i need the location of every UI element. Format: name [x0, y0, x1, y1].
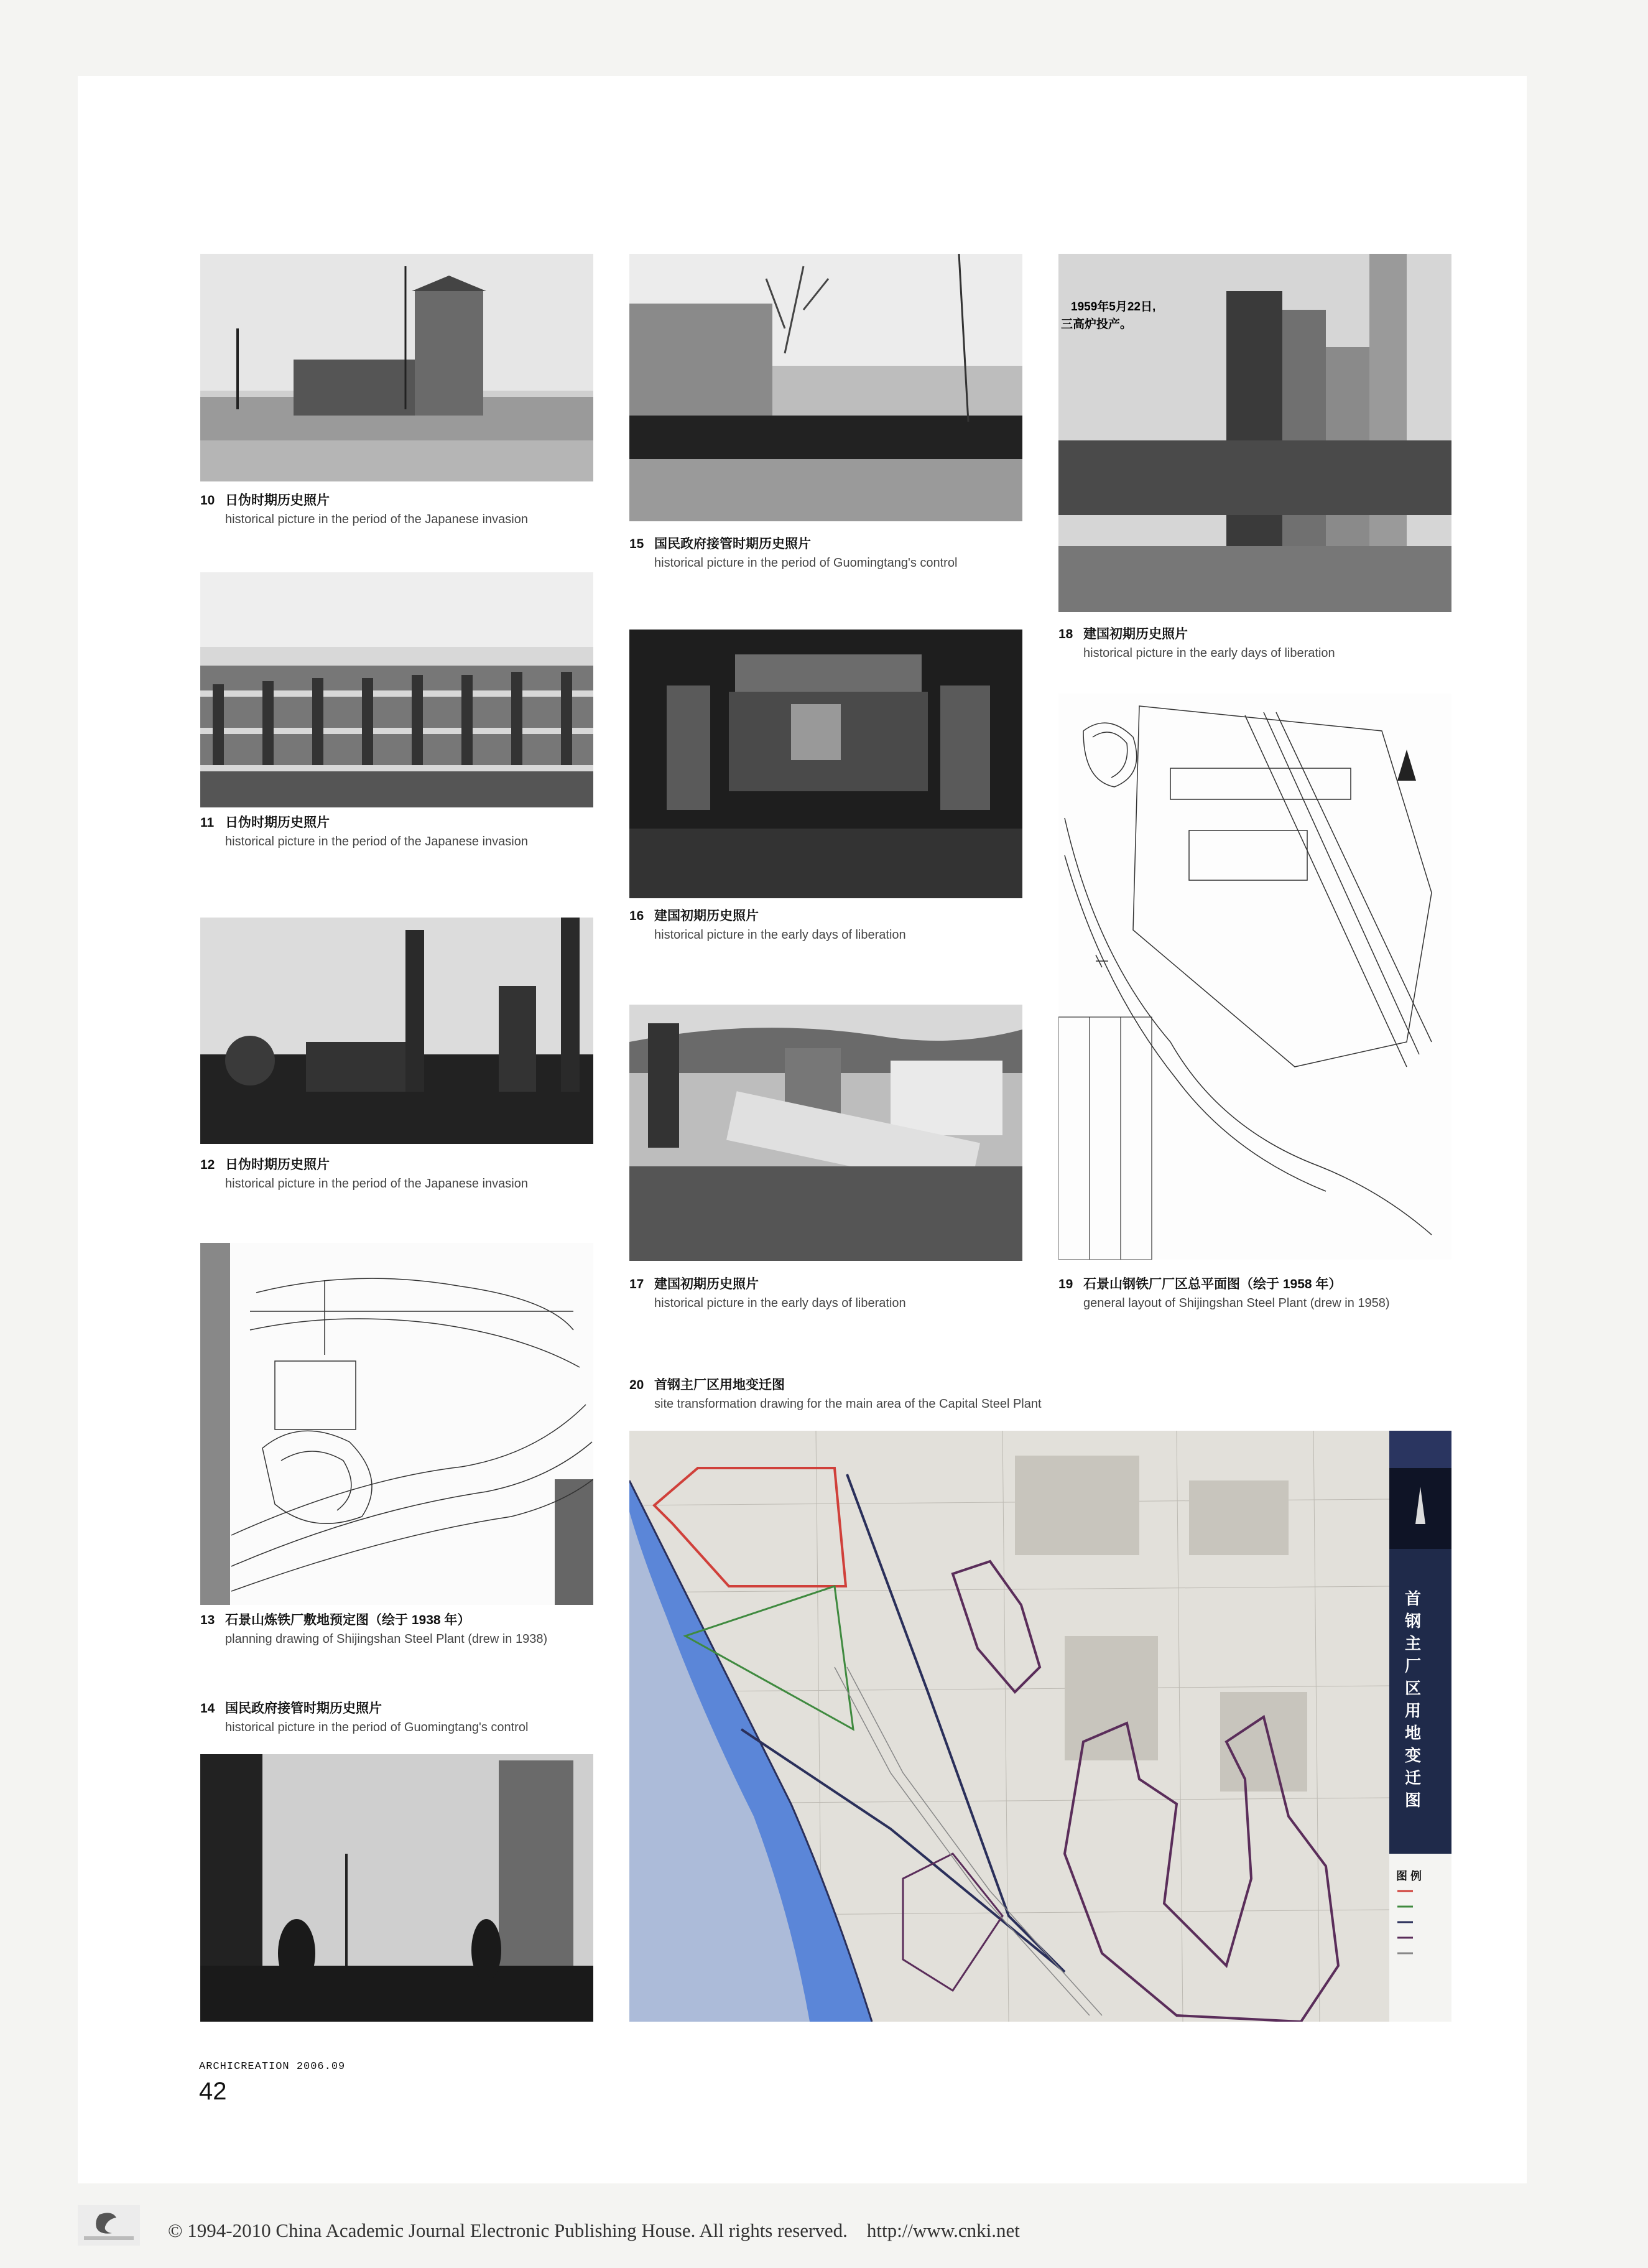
page-number: 42 — [199, 2078, 227, 2105]
caption-fig20: 20 首钢主厂区用地变迁图 site transformation drawing for the main area of the Capital Steel Plant — [629, 1378, 1042, 1411]
caption-fig11: 11 日伪时期历史照片 historical picture in the period of the Japanese invasion — [200, 816, 528, 848]
photo18-note-line2: 三高炉投产。 — [1061, 318, 1132, 331]
photo-fig15 — [629, 254, 1022, 521]
photo-fig16 — [629, 630, 1022, 898]
photo18-note-line1: 1959年5月22日, — [1071, 300, 1156, 314]
copyright-line: © 1994-2010 China Academic Journal Electronic Publishing House. All rights reserved. http://www.cnki.net — [168, 2219, 1020, 2241]
photo-fig11 — [200, 572, 593, 807]
photo-fig14 — [200, 1754, 593, 2022]
caption-fig19: 19 石景山钢铁厂厂区总平面图（绘于 1958 年） general layout of Shijingshan Steel Plant (drew in 1958) — [1058, 1277, 1390, 1310]
map-legend-title: 图 例 — [1396, 1870, 1422, 1882]
magazine-name: ARCHICREATION 2006.09 — [199, 2061, 346, 2073]
caption-fig13: 13 石景山炼铁厂敷地预定图（绘于 1938 年） planning drawing of Shijingshan Steel Plant (drew in 1938) — [200, 1613, 548, 1646]
drawing-fig19 — [1058, 694, 1451, 1260]
cnki-logo-icon — [78, 2205, 140, 2246]
map-vertical-title: 首钢主厂区用地变迁图 — [1404, 1589, 1421, 1810]
map-fig20 — [629, 1431, 1451, 2022]
photo-fig12 — [200, 918, 593, 1144]
caption-fig14: 14 国民政府接管时期历史照片 historical picture in the period of Guomingtang's control — [200, 1701, 529, 1734]
caption-fig16: 16 建国初期历史照片 historical picture in the early days of liberation — [629, 909, 906, 942]
photo-fig17 — [629, 1005, 1022, 1261]
caption-fig12: 12 日伪时期历史照片 historical picture in the period of the Japanese invasion — [200, 1158, 528, 1191]
caption-fig10: 10 日伪时期历史照片 historical picture in the period of the Japanese invasion — [200, 493, 528, 526]
caption-fig18: 18 建国初期历史照片 historical picture in the early days of liberation — [1058, 627, 1335, 660]
caption-fig17: 17 建国初期历史照片 historical picture in the early days of liberation — [629, 1277, 906, 1310]
photo-fig10 — [200, 254, 593, 481]
drawing-fig13 — [200, 1243, 593, 1605]
caption-fig15: 15 国民政府接管时期历史照片 historical picture in the period of Guomingtang's control — [629, 537, 958, 570]
